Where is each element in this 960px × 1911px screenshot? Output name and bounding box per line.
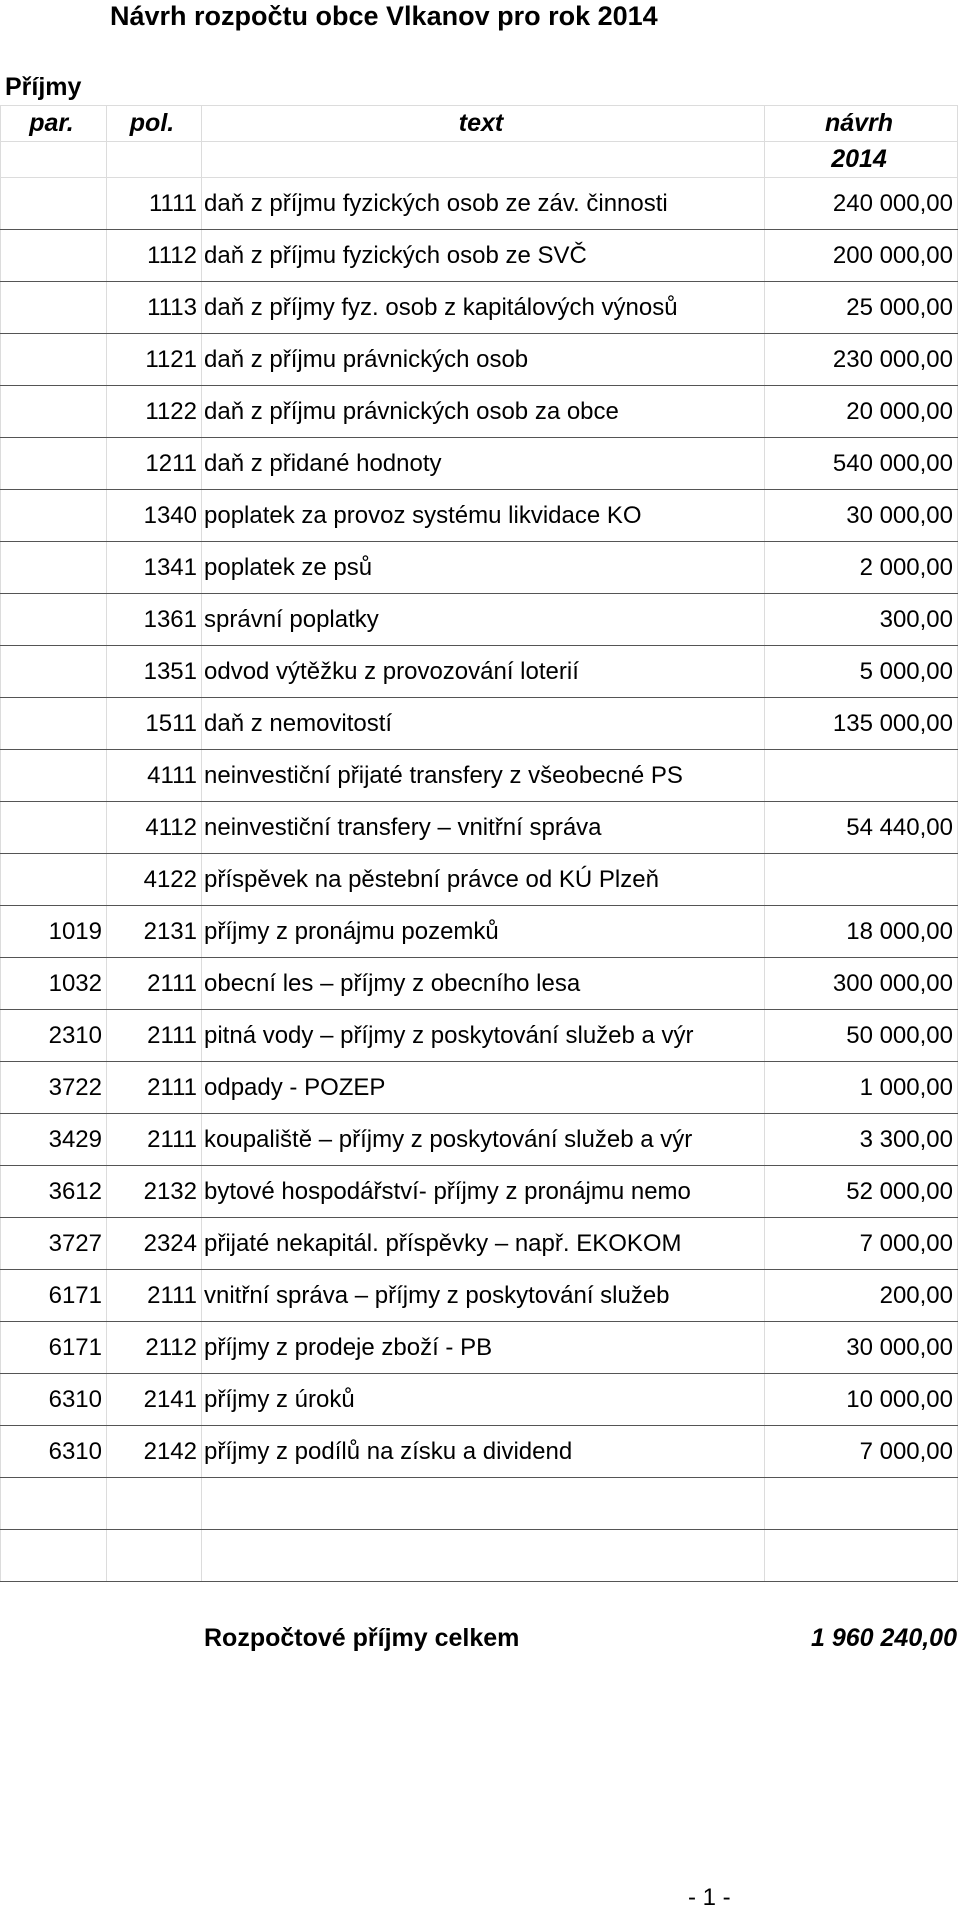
header-text: text xyxy=(202,106,765,142)
row-pol: 1351 xyxy=(107,646,202,698)
table-row xyxy=(1,490,958,542)
table-row xyxy=(1,386,958,438)
table-row xyxy=(1,1114,958,1166)
section-heading: Příjmy xyxy=(5,73,82,101)
row-par: 6171 xyxy=(1,1322,107,1374)
header-par: par. xyxy=(1,106,107,142)
row-pol: 1113 xyxy=(107,282,202,334)
row-amount: 3 300,00 xyxy=(765,1114,958,1166)
header-pol: pol. xyxy=(107,106,202,142)
table-row xyxy=(1,1478,958,1530)
row-amount: 230 000,00 xyxy=(765,334,958,386)
row-amount xyxy=(765,854,958,906)
row-amount: 200 000,00 xyxy=(765,230,958,282)
row-par xyxy=(1,386,107,438)
row-pol: 4122 xyxy=(107,854,202,906)
table-row xyxy=(1,542,958,594)
header-amount-year: 2014 xyxy=(765,142,958,178)
row-text: daň z příjmu fyzických osob ze SVČ xyxy=(202,230,765,282)
row-amount: 54 440,00 xyxy=(765,802,958,854)
row-pol: 1121 xyxy=(107,334,202,386)
row-pol: 2141 xyxy=(107,1374,202,1426)
row-pol: 4112 xyxy=(107,802,202,854)
row-amount: 5 000,00 xyxy=(765,646,958,698)
row-par xyxy=(1,646,107,698)
row-text: pitná vody – příjmy z poskytování služeb a výr xyxy=(202,1010,765,1062)
row-pol: 1511 xyxy=(107,698,202,750)
row-par xyxy=(1,1478,107,1530)
row-text: správní poplatky xyxy=(202,594,765,646)
row-text: daň z příjmu právnických osob za obce xyxy=(202,386,765,438)
row-par: 1019 xyxy=(1,906,107,958)
table-row xyxy=(1,282,958,334)
row-par: 6171 xyxy=(1,1270,107,1322)
row-pol: 1211 xyxy=(107,438,202,490)
row-amount: 135 000,00 xyxy=(765,698,958,750)
table-row xyxy=(1,438,958,490)
row-pol: 2112 xyxy=(107,1322,202,1374)
row-amount: 20 000,00 xyxy=(765,386,958,438)
row-text: odvod výtěžku z provozování loterií xyxy=(202,646,765,698)
row-amount: 50 000,00 xyxy=(765,1010,958,1062)
header-year-spacer xyxy=(1,142,107,178)
row-pol: 2111 xyxy=(107,1114,202,1166)
table-header-year-row xyxy=(1,142,958,178)
total-value: 1 960 240,00 xyxy=(811,1624,957,1652)
table-row xyxy=(1,1062,958,1114)
row-text: příjmy z podílů na získu a dividend xyxy=(202,1426,765,1478)
row-par xyxy=(1,490,107,542)
row-par: 6310 xyxy=(1,1426,107,1478)
row-par xyxy=(1,438,107,490)
table-row xyxy=(1,594,958,646)
table-row xyxy=(1,1218,958,1270)
row-par xyxy=(1,698,107,750)
table-row xyxy=(1,906,958,958)
row-amount: 30 000,00 xyxy=(765,1322,958,1374)
row-par xyxy=(1,542,107,594)
table-row xyxy=(1,1010,958,1062)
row-text: vnitřní správa – příjmy z poskytování služeb xyxy=(202,1270,765,1322)
row-pol: 4111 xyxy=(107,750,202,802)
row-amount xyxy=(765,1530,958,1582)
row-text: příspěvek na pěstební právce od KÚ Plzeň xyxy=(202,854,765,906)
table-row xyxy=(1,1270,958,1322)
row-pol: 2111 xyxy=(107,1270,202,1322)
row-text: koupaliště – příjmy z poskytování služeb a výr xyxy=(202,1114,765,1166)
row-amount: 240 000,00 xyxy=(765,178,958,230)
row-amount: 30 000,00 xyxy=(765,490,958,542)
row-par xyxy=(1,178,107,230)
row-text xyxy=(202,1478,765,1530)
row-pol: 2111 xyxy=(107,1010,202,1062)
table-row xyxy=(1,178,958,230)
row-text: daň z přidané hodnoty xyxy=(202,438,765,490)
table-row xyxy=(1,1374,958,1426)
row-text: bytové hospodářství- příjmy z pronájmu nemo xyxy=(202,1166,765,1218)
row-par: 3429 xyxy=(1,1114,107,1166)
row-text: příjmy z prodeje zboží - PB xyxy=(202,1322,765,1374)
table-row xyxy=(1,1530,958,1582)
row-amount: 52 000,00 xyxy=(765,1166,958,1218)
row-text: příjmy z úroků xyxy=(202,1374,765,1426)
budget-table-body xyxy=(1,106,958,1582)
header-amount: návrh xyxy=(765,106,958,142)
row-par xyxy=(1,1530,107,1582)
row-pol: 1341 xyxy=(107,542,202,594)
row-par: 1032 xyxy=(1,958,107,1010)
row-par xyxy=(1,854,107,906)
row-amount: 540 000,00 xyxy=(765,438,958,490)
budget-table xyxy=(0,105,958,1582)
row-pol: 1111 xyxy=(107,178,202,230)
table-row xyxy=(1,1426,958,1478)
row-par xyxy=(1,750,107,802)
row-par: 6310 xyxy=(1,1374,107,1426)
row-par: 3722 xyxy=(1,1062,107,1114)
row-text: příjmy z pronájmu pozemků xyxy=(202,906,765,958)
table-row xyxy=(1,750,958,802)
table-row xyxy=(1,802,958,854)
table-row xyxy=(1,698,958,750)
row-text: daň z nemovitostí xyxy=(202,698,765,750)
table-header-row xyxy=(1,106,958,142)
row-amount: 2 000,00 xyxy=(765,542,958,594)
row-amount xyxy=(765,750,958,802)
row-par xyxy=(1,282,107,334)
row-pol: 2111 xyxy=(107,1062,202,1114)
row-par: 3727 xyxy=(1,1218,107,1270)
row-pol: 2324 xyxy=(107,1218,202,1270)
row-amount: 300,00 xyxy=(765,594,958,646)
row-text xyxy=(202,1530,765,1582)
row-text: odpady - POZEP xyxy=(202,1062,765,1114)
row-amount: 300 000,00 xyxy=(765,958,958,1010)
table-row xyxy=(1,1166,958,1218)
document-title: Návrh rozpočtu obce Vlkanov pro rok 2014 xyxy=(110,1,658,31)
row-text: neinvestiční transfery – vnitřní správa xyxy=(202,802,765,854)
row-amount: 18 000,00 xyxy=(765,906,958,958)
row-amount: 7 000,00 xyxy=(765,1426,958,1478)
table-row xyxy=(1,854,958,906)
row-pol: 2131 xyxy=(107,906,202,958)
row-amount: 10 000,00 xyxy=(765,1374,958,1426)
row-text: poplatek ze psů xyxy=(202,542,765,594)
page-number: - 1 - xyxy=(688,1884,731,1911)
row-pol: 1122 xyxy=(107,386,202,438)
row-pol: 2132 xyxy=(107,1166,202,1218)
row-amount: 1 000,00 xyxy=(765,1062,958,1114)
row-text: daň z příjmy fyz. osob z kapitálových výnosů xyxy=(202,282,765,334)
row-text: poplatek za provoz systému likvidace KO xyxy=(202,490,765,542)
row-par xyxy=(1,594,107,646)
table-row xyxy=(1,1322,958,1374)
row-pol xyxy=(107,1530,202,1582)
row-par: 2310 xyxy=(1,1010,107,1062)
total-label: Rozpočtové příjmy celkem xyxy=(204,1624,520,1652)
row-text: daň z příjmu právnických osob xyxy=(202,334,765,386)
row-pol: 1112 xyxy=(107,230,202,282)
row-par: 3612 xyxy=(1,1166,107,1218)
row-par xyxy=(1,230,107,282)
header-year-spacer xyxy=(107,142,202,178)
row-text: obecní les – příjmy z obecního lesa xyxy=(202,958,765,1010)
row-pol: 2111 xyxy=(107,958,202,1010)
row-amount xyxy=(765,1478,958,1530)
row-par xyxy=(1,802,107,854)
row-text: daň z příjmu fyzických osob ze záv. činnosti xyxy=(202,178,765,230)
row-pol xyxy=(107,1478,202,1530)
header-year-spacer xyxy=(202,142,765,178)
table-row xyxy=(1,334,958,386)
table-row xyxy=(1,646,958,698)
row-text: neinvestiční přijaté transfery z všeobecné PS xyxy=(202,750,765,802)
row-amount: 25 000,00 xyxy=(765,282,958,334)
row-pol: 1361 xyxy=(107,594,202,646)
row-amount: 200,00 xyxy=(765,1270,958,1322)
table-row xyxy=(1,230,958,282)
row-pol: 2142 xyxy=(107,1426,202,1478)
row-amount: 7 000,00 xyxy=(765,1218,958,1270)
table-row xyxy=(1,958,958,1010)
row-pol: 1340 xyxy=(107,490,202,542)
row-text: přijaté nekapitál. příspěvky – např. EKOKOM xyxy=(202,1218,765,1270)
row-par xyxy=(1,334,107,386)
